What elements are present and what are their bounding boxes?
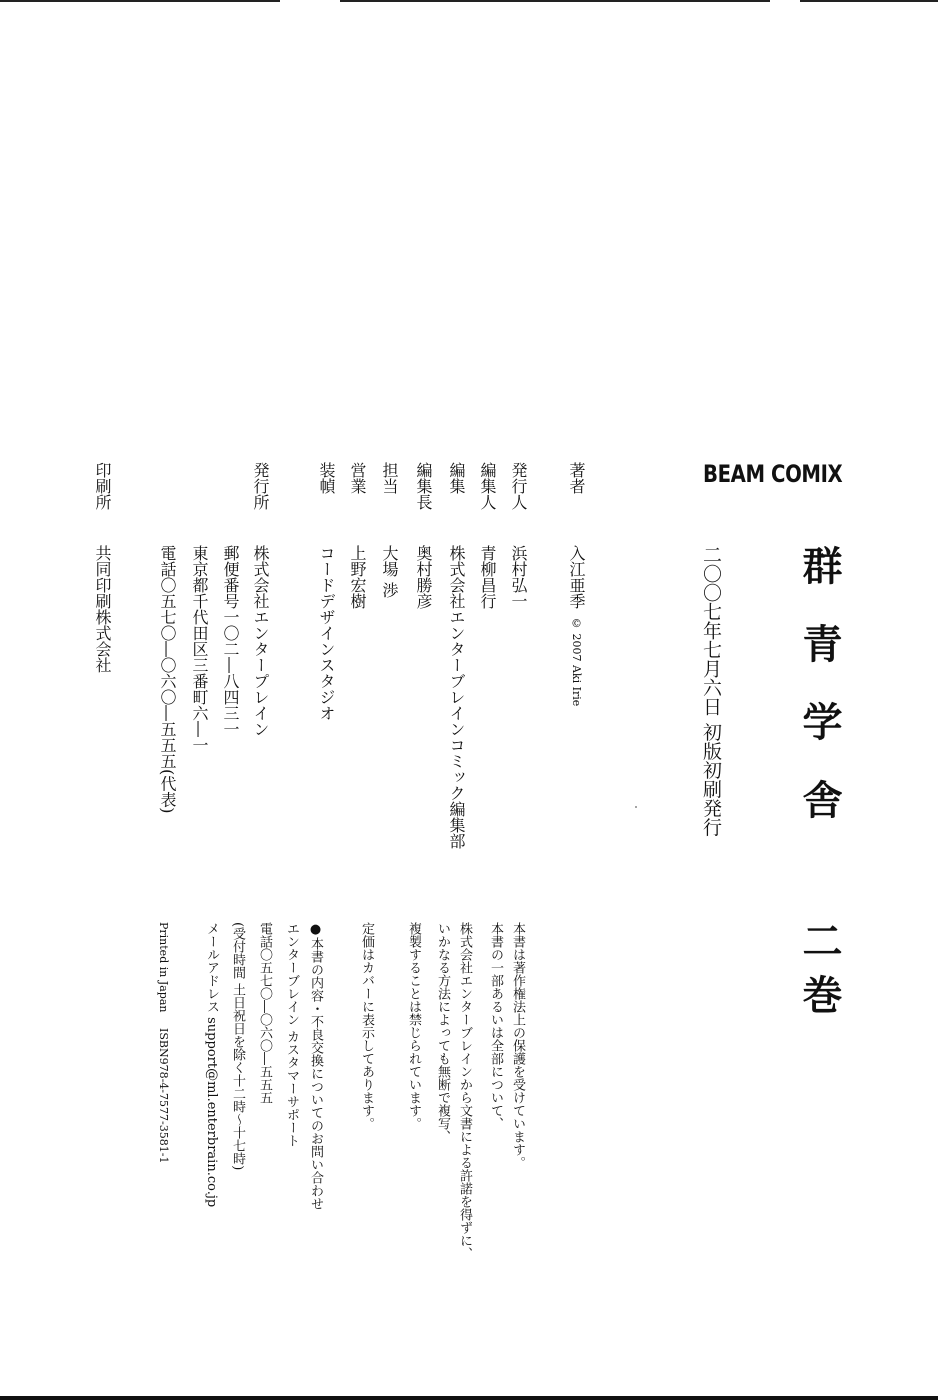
design-value: コードデザインスタジオ	[317, 545, 336, 721]
chief-editor-value: 奥村勝彦	[414, 545, 433, 609]
support-phone: 電話〇五七〇―〇六〇―五五五	[257, 922, 272, 1104]
support-hours: (受付時間 土日祝日を除く十二時〜十七時)	[230, 922, 245, 1171]
editor-person-label: 編集人	[478, 462, 497, 510]
support-notice-2: エンターブレイン カスタマーサポート	[284, 922, 299, 1148]
sales-label: 営業	[348, 462, 367, 494]
publication-date: 二〇〇七年七月六日 初版初刷発行	[700, 545, 722, 837]
printer-value: 共同印刷株式会社	[93, 545, 112, 673]
imprint-brand: BEAM COMIX	[703, 460, 843, 488]
editor-person-value: 青柳昌行	[478, 545, 497, 609]
publisher-address: 東京都千代田区三番町六―一	[190, 545, 209, 753]
top-edge-marks	[0, 0, 938, 3]
in-charge-label: 担当	[380, 462, 399, 494]
copyright-notice-5: 複製することは禁じられています。	[406, 922, 421, 1130]
price-notice: 定価はカバーに表示してあります。	[359, 922, 374, 1130]
author-label: 著者	[567, 462, 586, 494]
author-value: 入江亜季	[567, 545, 586, 609]
copyright-notice-3: 株式会社エンターブレインから文書による許諾を得ずに、	[457, 922, 472, 1260]
copyright-notice-1: 本書は著作権法上の保護を受けています。	[510, 922, 525, 1169]
in-charge-value: 大場 渉	[380, 545, 399, 599]
bottom-edge-mark	[0, 1396, 938, 1400]
support-notice-1: ●本書の内容・不良交換についてのお問い合わせ	[308, 922, 323, 1210]
publisher-person-value: 浜村弘一	[509, 545, 528, 609]
copyright-notice-2: 本書の一部あるいは全部について、	[488, 922, 503, 1130]
printer-label: 印刷所	[93, 462, 112, 510]
publisher-postal: 郵便番号一〇二―八四三一	[221, 545, 240, 737]
editing-label: 編集	[447, 462, 466, 494]
editing-value: 株式会社エンターブレインコミック編集部	[447, 545, 466, 849]
publisher-label: 発行所	[251, 462, 270, 510]
publisher-person-label: 発行人	[509, 462, 528, 510]
sales-value: 上野宏樹	[348, 545, 367, 609]
isbn: ISBN978-4-7577-3581-1	[157, 1028, 170, 1164]
printed-in-japan: Printed in Japan	[157, 922, 170, 1013]
author-name	[566, 545, 586, 706]
chief-editor-label: 編集長	[414, 462, 433, 510]
copyright-notice-4: いかなる方法によっても無断で複写、	[435, 922, 450, 1143]
scan-speck	[635, 806, 637, 808]
copyright-notice: © 2007 Aki Irie	[570, 617, 583, 707]
design-label: 装幀	[317, 462, 336, 494]
volume-number: 二巻	[796, 920, 843, 1028]
support-email: メールアドレス support@ml.enterbrain.co.jp	[204, 922, 219, 1208]
publisher-company: 株式会社エンタープレイン	[251, 545, 270, 737]
publisher-phone: 電話〇五七〇―〇六〇―五五五(代表)	[158, 545, 177, 814]
book-title: 群青学舎	[796, 545, 843, 857]
